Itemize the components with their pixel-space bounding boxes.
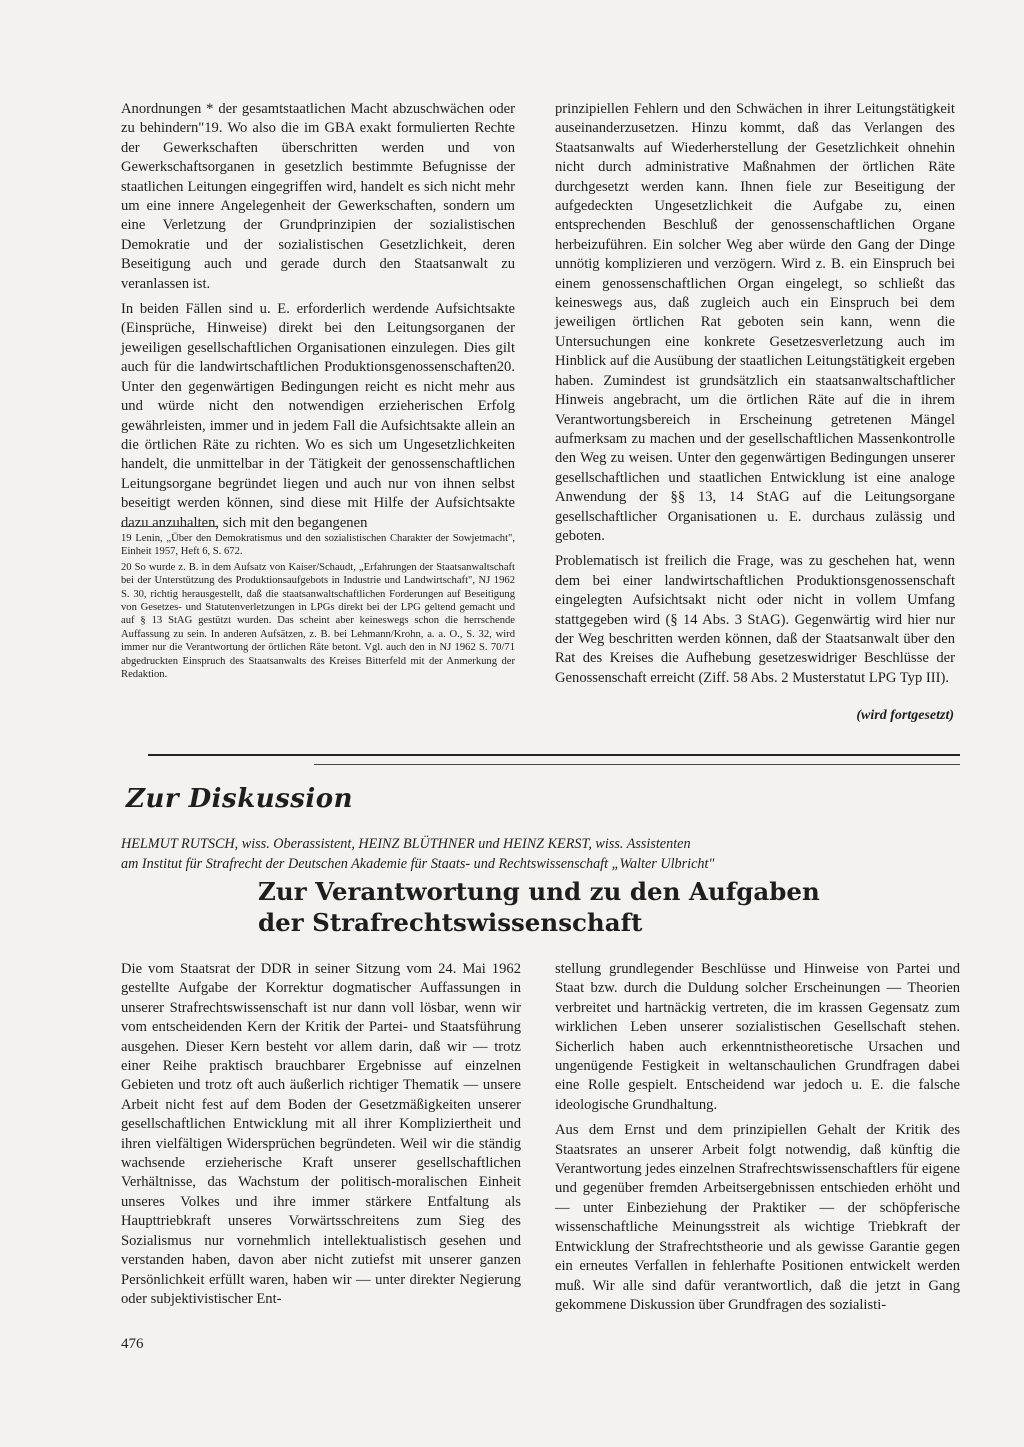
section-label: Zur Diskussion: [126, 784, 354, 814]
footnotes: [121, 532, 515, 683]
continued-note: (wird fortgesetzt): [856, 708, 954, 723]
article-title-line: der Strafrechtswissenschaft: [258, 908, 643, 937]
top-right-column: [555, 100, 955, 694]
paragraph: In beiden Fällen sind u. E. erforderlich werdende Aufsichtsakte (Einsprüche, Hinweise) direkt bei den Leitungsorganen der jeweiligen gesellschaftlichen Organisationen einzulegen. Dies gilt auch für die landwirtschaftlichen Produktionsgenossenschaften20. Unter den gegenwärtigen Bedingungen reicht es nicht mehr aus und würde nicht den notwendigen erzieherischen Erfolg gewährleisten, immer und in jedem Fall die Aufsichtsakte allein an die örtlichen Räte zu richten. Wo es sich um Ungesetzlichkeiten handelt, die unmittelbar in der Tätigkeit der genossenschaftlichen Leitungsorgane begründet liegen und auch nur von ihnen selbst beseitigt werden können, sind diese mit Hilfe der Aufsichtsakte dazu anzuhalten, sich mit den begangenen: [121, 301, 515, 531]
page-number: 476: [121, 1336, 144, 1352]
paragraph: Aus dem Ernst und dem prinzipiellen Gehalt der Kritik des Staatsrates an unserer Arbeit folgt notwendig, daß künftig die Verantwortung jedes einzelnen Strafrechtswissenschaftlers für eigene und gegenüber fremden Arbeitsergebnissen entschieden erhöht und — unter Einbeziehung der Praktiker — der schöpferische wissenschaftliche Meinungsstreit als wichtige Triebkraft der Entwicklung der Strafrechtstheorie und als gewisse Garantie gegen ein erneutes Verfallen in fehlerhafte Positionen entwickelt werden muß. Wir alle sind dafür verantwortlich, daß die jetzt in Gang gekommene Diskussion über Grundfragen des sozialisti-: [555, 1122, 960, 1313]
paragraph: Die vom Staatsrat der DDR in seiner Sitzung vom 24. Mai 1962 gestellte Aufgabe der Korrektur dogmatischer Auffassungen in unserer Strafrechtswissenschaft ist nur dann voll lösbar, wenn wir vom entscheidenden Kern der Kritik der Partei- und Staatsführung ausgehen. Dieser Kern besteht vor allem darin, daß wir — trotz einer Reihe praktisch brauchbarer Ergebnisse auf einzelnen Gebieten und trotz oft auch äußerlich richtiger Thematik — unsere Arbeit nicht fest auf dem Boden der Gesetzmäßigkeiten unserer gesellschaftlichen Entwicklung mit all ihrer Kompliziertheit und ihren vielfältigen Widersprüchen begründeten. Weil wir die ständig wachsende erzieherische Kraft unserer gesellschaftlichen Verhältnisse, das Wachstum der politisch-moralischen Einheit unseres Volkes und ihre immer stärkere Entfaltung als Haupttriebkraft unseres Vorwärtsschreitens zum Sieg des Sozialismus nur vornehmlich intellektualistisch gesehen und verstanden haben, davon aber nicht zutiefst mit unserer ganzen Persönlichkeit erfüllt waren, haben wir — unter direkter Negierung oder subjektivistischer Ent-: [121, 961, 521, 1307]
article-title: [258, 876, 878, 938]
paragraph: Problematisch ist freilich die Frage, was zu geschehen hat, wenn dem bei einer landwirtschaftlichen Produktionsgenossenschaft eingelegten Aufsichtsakt nicht oder nicht in vollem Umfang stattgegeben wird (§ 14 Abs. 3 StAG). Gegenwärtig wird hier nur der Weg beschritten werden können, daß der Staatsanwalt über den Rat des Kreises die Aufhebung gesetzeswidriger Beschlüsse der Genossenschaft erreicht (Ziff. 58 Abs. 2 Musterstatut LPG Typ III).: [555, 553, 955, 686]
affiliation-line: am Institut für Strafrecht der Deutschen Akademie für Staats- und Rechtswissenschaft „Walter Ulbricht": [121, 856, 715, 872]
authors-line: HELMUT RUTSCH, wiss. Oberassistent, HEINZ BLÜTHNER und HEINZ KERST, wiss. Assistenten: [121, 836, 691, 852]
paragraph: Anordnungen * der gesamtstaatlichen Macht abzuschwächen oder zu behindern"19. Wo also die im GBA exakt formulierten Rechte der Gewerkschaften überschritten werden und von Gewerkschaftsorganen in gesetzlich bestimmte Befugnisse der staatlichen Leitungen eingegriffen wird, handelt es sich nicht mehr um eine innere Angelegenheit der Gewerkschaften, sondern um eine Verletzung der Grundprinzipien der sozialistischen Demokratie und der sozialistischen Gesetzlichkeit, deren Beseitigung auch und gerade durch den Staatsanwalt zu veranlassen ist.: [121, 101, 515, 292]
footnote-19: 19 Lenin, „Über den Demokratismus und den sozialistischen Charakter der Sowjetmacht", Einheit 1957, Heft 6, S. 672.: [121, 533, 515, 558]
paragraph: stellung grundlegender Beschlüsse und Hinweise von Partei und Staat bzw. durch die Duldung solcher Erscheinungen — Theorien verbreitet und hartnäckig vertreten, die im krassen Gegensatz zum wirklichen Leben unserer sozialistischen Gesellschaft stehen. Sicherlich haben auch erkenntnistheoretische Ursachen und ungenügende Festigkeit in weltanschaulichen Grundfragen dabei eine Rolle gespielt. Entscheidend war jedoch u. E. die falsche ideologische Grundhaltung.: [555, 961, 960, 1113]
footnote-divider: [121, 526, 217, 527]
bottom-right-column: [555, 960, 960, 1321]
bottom-left-column: [121, 960, 521, 1315]
article-title-line: Zur Verantwortung und zu den Aufgaben: [258, 877, 820, 906]
authors: [121, 834, 961, 874]
section-divider: [148, 754, 960, 756]
section-divider-secondary: [314, 764, 960, 765]
footnote-20: 20 So wurde z. B. in dem Aufsatz von Kaiser/Schaudt, „Erfahrungen der Staatsanwaltschaft bei der Unterstützung des Produktionsaufgebots in Industrie und Landwirtschaft", NJ 1962 S. 30, richtig herausgestellt, daß die staatsanwaltschaftlichen Forderungen auf Beseitigung von Gesetzes- und Statutenverletzungen in LPGs direkt bei der LPG geltend gemacht und auf § 13 StAG gestützt wurden. Das scheint aber keineswegs schon die herrschende Auffassung zu sein. In anderen Aufsätzen, z. B. bei Lehmann/Krohn, a. a. O., S. 32, wird immer nur die Verantwortung der örtlichen Räte betont. Vgl. auch den in NJ 1962 S. 70/71 abgedruckten Einspruch des Staatsanwalts des Kreises Bitterfeld mit der Anmerkung der Redaktion.: [121, 561, 515, 681]
paragraph: prinzipiellen Fehlern und den Schwächen in ihrer Leitungstätigkeit auseinanderzusetzen. Hinzu kommt, daß das Verlangen des Staatsanwalts auf Wiederherstellung der Gesetzlichkeit ohnehin nicht durch administrative Maßnahmen der örtlichen Räte durchgesetzt werden kann. Ihnen fiele zur Beseitigung der aufgedeckten Ungesetzlichkeit die Aufgabe zu, einen entsprechenden Beschluß der genossenschaftlichen Organe herbeizuführen. Ein solcher Weg aber würde den Gang der Dinge unnötig komplizieren und verzögern. Wird z. B. ein Einspruch bei einem genossenschaftlichen Organ eingelegt, so schließt das keineswegs aus, daß zugleich auch ein Einspruch bei dem jeweiligen örtlichen Rat geboten sein kann, wenn die Untersuchungen eine konkrete Gesetzesverletzung auch im Hinblick auf die Ausübung der staatlichen Leitungstätigkeit ergeben haben. Zumindest ist grundsätzlich ein staatsanwaltschaftlicher Hinweis angebracht, um die örtlichen Räte auf die in ihrem Verantwortungsbereich in Erscheinung getretenen Mängel aufmerksam zu machen und der gesellschaftlichen Massenkontrolle den Weg zu weisen. Unter den gegenwärtigen Bedingungen unserer gesellschaftlichen und staatlichen Entwicklung ist eine analoge Anwendung der §§ 13, 14 StAG auf die Leitungsorgane gesellschaftlicher Organisationen u. E. durchaus zulässig und geboten.: [555, 101, 955, 544]
top-left-column: [121, 100, 515, 539]
